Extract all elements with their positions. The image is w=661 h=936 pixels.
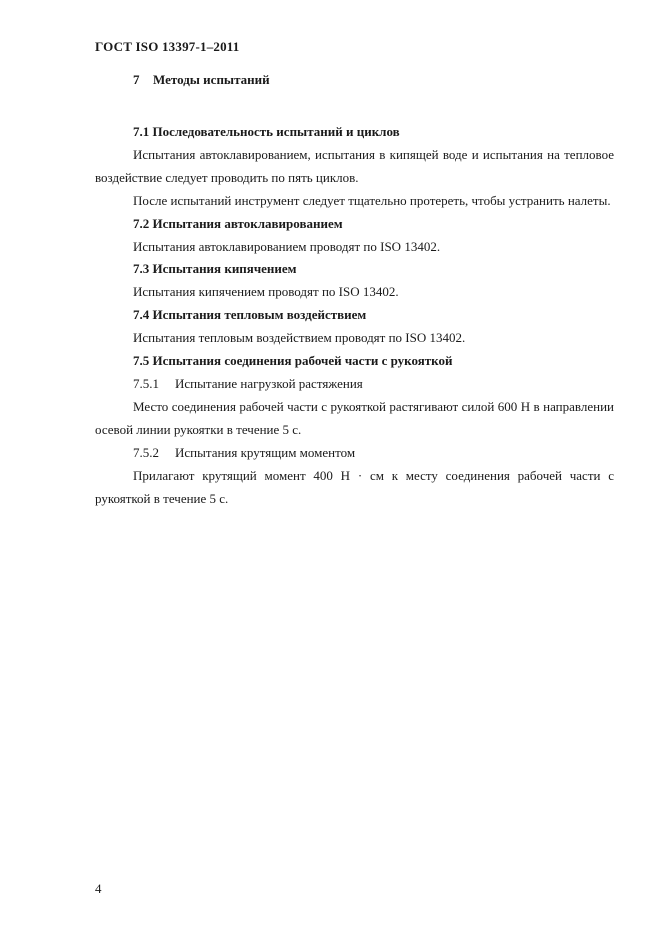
standard-code-header: ГОСТ ISO 13397-1–2011 bbox=[95, 39, 240, 54]
clause-title: Испытания крутящим моментом bbox=[175, 444, 356, 460]
clause-title: Испытание нагрузкой растяжения bbox=[175, 375, 363, 391]
paragraph: Место соединения рабочей части с рукояткой растягивают силой 600 Н в направлении осевой линии рукоятки в течение 5 с. bbox=[95, 398, 614, 437]
subsection-heading-7-3: 7.3 Испытания кипячением bbox=[133, 261, 297, 277]
clause-number: 7.5.1 bbox=[133, 375, 159, 391]
page-number: 4 bbox=[95, 881, 102, 896]
subsection-heading-7-1: 7.1 Последовательность испытаний и циклов bbox=[133, 124, 400, 139]
section-number: 7 bbox=[133, 72, 140, 87]
clause-number: 7.5.2 bbox=[133, 444, 159, 460]
subsection-heading-7-4: 7.4 Испытания тепловым воздействием bbox=[133, 307, 367, 323]
paragraph: После испытаний инструмент следует тщательно протереть, чтобы устранить налеты. bbox=[133, 192, 611, 208]
section-title-text: Методы испытаний bbox=[153, 72, 270, 87]
document-body bbox=[95, 121, 614, 510]
paragraph: Испытания автоклавированием, испытания в кипящей воде и испытания на тепловое воздействие следует проводить по пять циклов. bbox=[95, 146, 614, 185]
paragraph: Испытания кипячением проводят по ISO 13402. bbox=[133, 284, 399, 300]
paragraph: Прилагают крутящий момент 400 Н · см к месту соединения рабочей части с рукояткой в течение 5 с. bbox=[95, 467, 614, 506]
paragraph: Испытания тепловым воздействием проводят по ISO 13402. bbox=[133, 330, 466, 346]
clause-heading-7-5-1 bbox=[95, 373, 614, 396]
section-title bbox=[133, 72, 270, 88]
subsection-heading-7-5: 7.5 Испытания соединения рабочей части с рукояткой bbox=[133, 353, 453, 369]
paragraph: Испытания автоклавированием проводят по ISO 13402. bbox=[133, 238, 441, 254]
subsection-heading-7-2: 7.2 Испытания автоклавированием bbox=[133, 215, 343, 231]
clause-heading-7-5-2 bbox=[95, 442, 614, 465]
